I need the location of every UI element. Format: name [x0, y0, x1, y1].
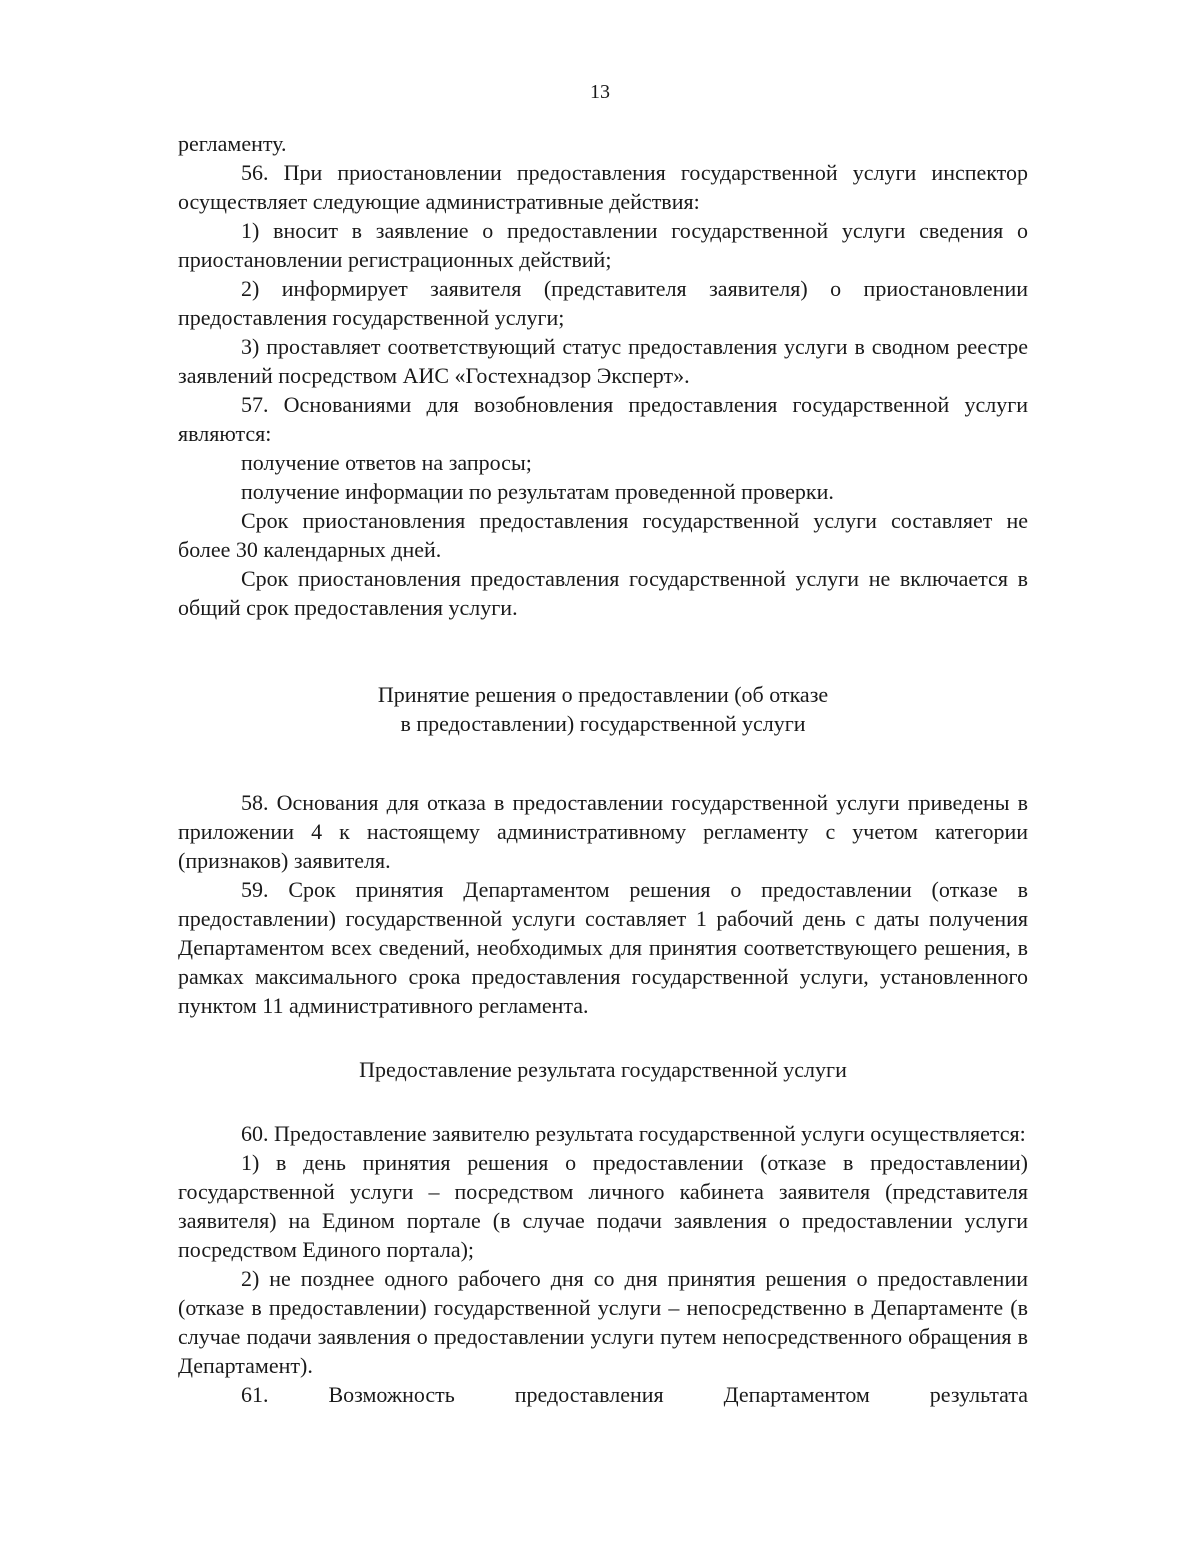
section-decision	[178, 788, 1028, 1020]
paragraph: регламенту.	[178, 131, 287, 156]
paragraph: 2) не позднее одного рабочего дня со дня принятия решения о предоставлении (отказе в предоставлении) государственной услуги – непосредственно в Департаменте (в случае подачи заявления о предоставлении услуги путем непосредственного обращения в Департамент).	[178, 1266, 1028, 1378]
section-result	[178, 1119, 1028, 1409]
paragraph: 1) в день принятия решения о предоставлении (отказе в предоставлении) государственной услуги – посредством личного кабинета заявителя (представителя заявителя) на Едином портале (в случае подачи заявления о предоставлении услуги посредством Единого портала);	[178, 1150, 1028, 1262]
section-heading-decision	[178, 680, 1028, 738]
paragraph: 56. При приостановлении предоставления государственной услуги инспектор осуществляет следующие административные действия:	[178, 160, 1028, 214]
page-number: 13	[590, 81, 610, 103]
paragraph: 3) проставляет соответствующий статус предоставления услуги в сводном реестре заявлений посредством АИС «Гостехнадзор Эксперт».	[178, 334, 1028, 388]
paragraph: 58. Основания для отказа в предоставлении государственной услуги приведены в приложении 4 к настоящему административному регламенту с учетом категории (признаков) заявителя.	[178, 790, 1028, 873]
paragraph: Срок приостановления предоставления государственной услуги составляет не более 30 календарных дней.	[178, 508, 1028, 562]
paragraph: 59. Срок принятия Департаментом решения о предоставлении (отказе в предоставлении) государственной услуги составляет 1 рабочий день с даты получения Департаментом всех сведений, необходимых для принятия соответствующего решения, в рамках максимального срока предоставления государственной услуги, установленного пунктом 11 административного регламента.	[178, 877, 1028, 1018]
page-body	[178, 129, 1028, 1409]
paragraph: 57. Основаниями для возобновления предоставления государственной услуги являются:	[178, 392, 1028, 446]
paragraph: 61. Возможность предоставления Департаментом результата	[241, 1382, 1028, 1407]
paragraph: Срок приостановления предоставления государственной услуги не включается в общий срок предоставления услуги.	[178, 566, 1028, 620]
paragraph: 2) информирует заявителя (представителя заявителя) о приостановлении предоставления государственной услуги;	[178, 276, 1028, 330]
paragraph: 1) вносит в заявление о предоставлении государственной услуги сведения о приостановлении регистрационных действий;	[178, 218, 1028, 272]
section-suspension	[178, 129, 1028, 622]
paragraph: получение ответов на запросы;	[241, 450, 532, 475]
section-heading-result: Предоставление результата государственной услуги	[359, 1057, 847, 1082]
heading-line: в предоставлении) государственной услуги	[400, 711, 806, 736]
paragraph: получение информации по результатам проведенной проверки.	[241, 479, 834, 504]
heading-line: Принятие решения о предоставлении (об отказе	[377, 682, 829, 707]
paragraph: 60. Предоставление заявителю результата государственной услуги осуществляется:	[241, 1121, 1026, 1146]
